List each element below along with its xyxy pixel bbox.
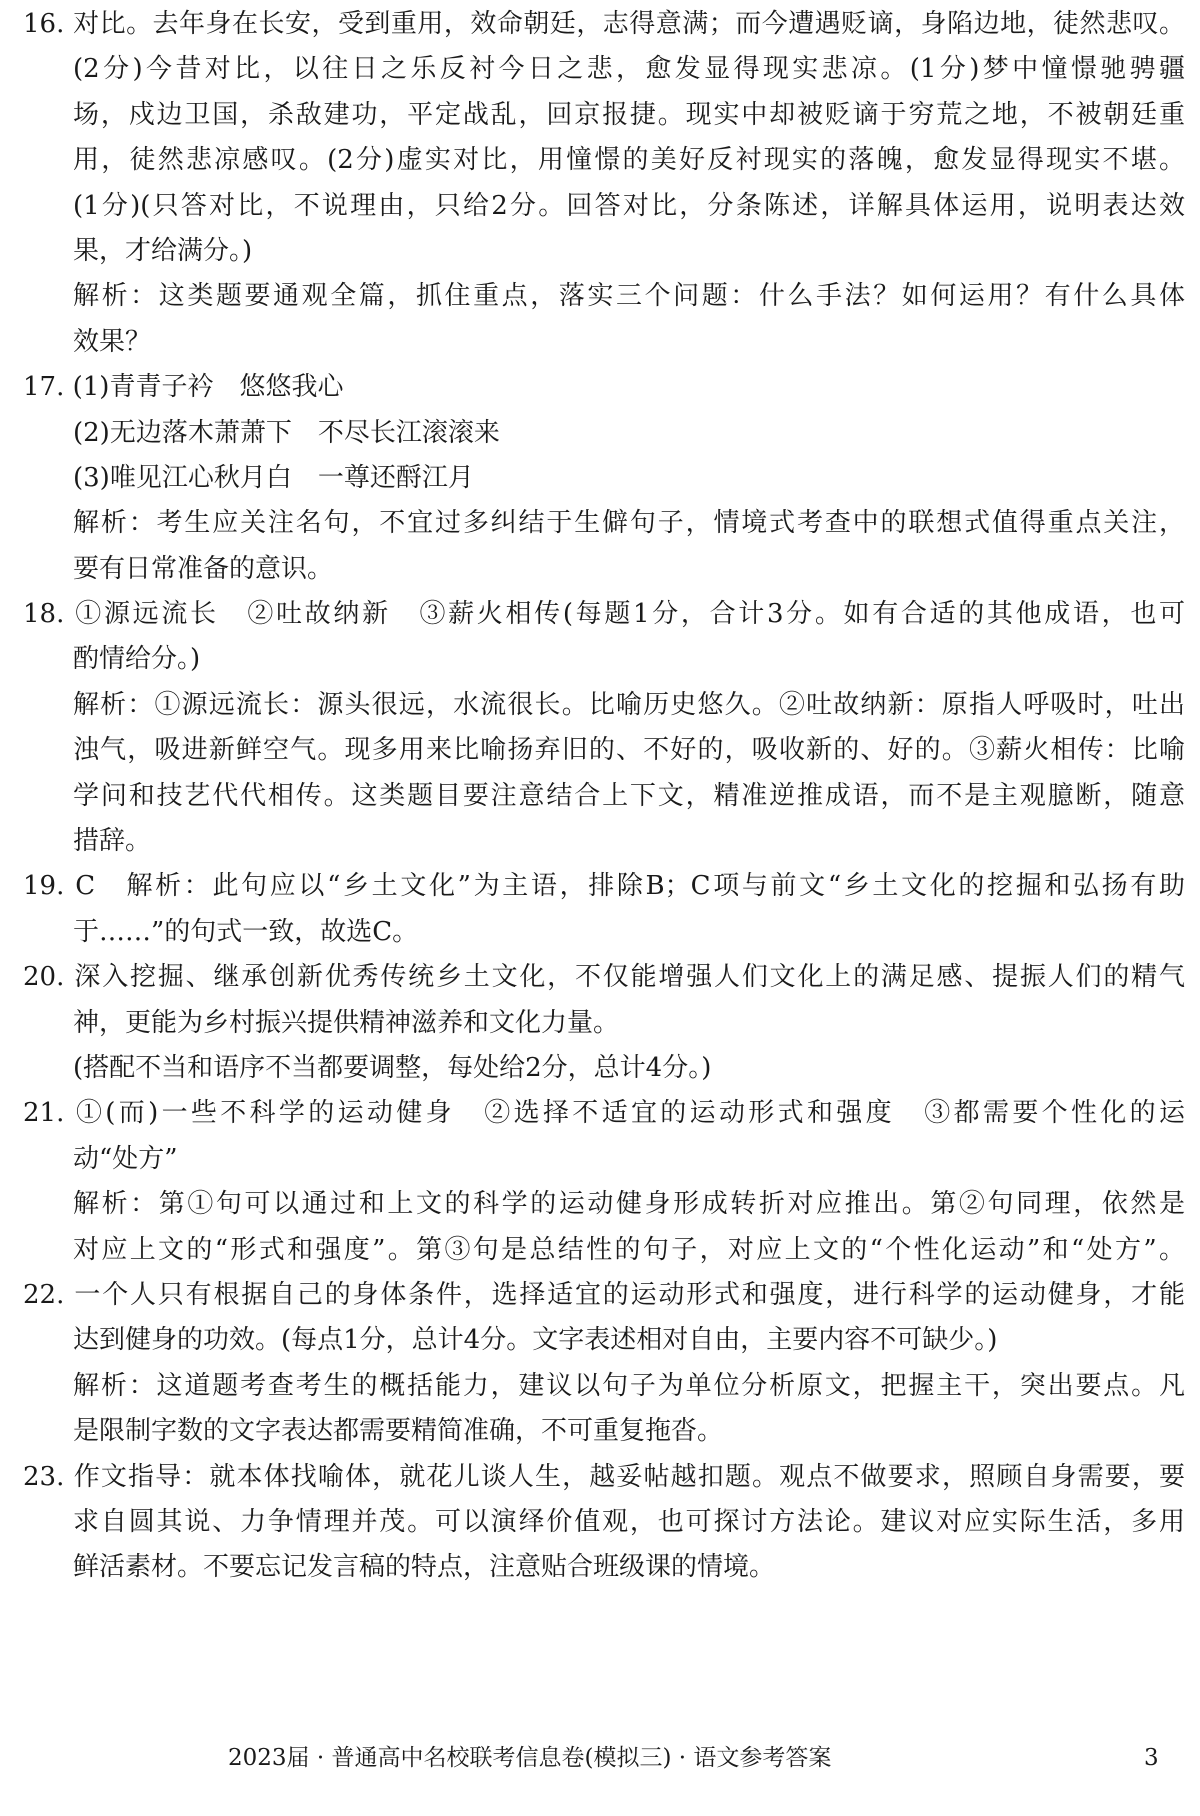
- text-line: (2)无边落木萧萧下 不尽长江滚滚来: [73, 417, 500, 448]
- text-line: 21. ①(而)一些不科学的运动健身 ②选择不适宜的运动形式和强度 ③都需要个性化的运: [23, 1098, 1185, 1129]
- text-line: (1分)(只答对比，不说理由，只给2分。回答对比，分条陈述，详解具体运用，说明表达效: [73, 190, 1185, 221]
- text-line: 达到健身的功效。(每点1分，总计4分。文字表述相对自由，主要内容不可缺少。): [73, 1325, 998, 1356]
- text-line: 酌情给分。): [73, 644, 201, 675]
- text-line: 鲜活素材。不要忘记发言稿的特点，注意贴合班级课的情境。: [73, 1552, 776, 1583]
- text-line: 动“处方”: [73, 1143, 178, 1174]
- text-line: 20. 深入挖掘、继承创新优秀传统乡土文化，不仅能增强人们文化上的满足感、提振人们的精气: [23, 962, 1185, 993]
- analysis-line: 学问和技艺代代相传。这类题目要注意结合上下文，精准逆推成语，而不是主观臆断，随意: [73, 780, 1185, 811]
- text-line: 求自圆其说、力争情理并茂。可以演绎价值观，也可探讨方法论。建议对应实际生活，多用: [73, 1506, 1185, 1537]
- analysis-line: 解析：第①句可以通过和上文的科学的运动健身形成转折对应推出。第②句同理，依然是: [73, 1189, 1185, 1220]
- text-line: 用，徒然悲凉感叹。(2分)虚实对比，用憧憬的美好反衬现实的落魄，愈发显得现实不堪。: [73, 145, 1185, 176]
- page-number: 3: [1144, 1745, 1159, 1771]
- analysis-line: 措辞。: [73, 826, 152, 857]
- footer-title: 2023届 · 普通高中名校联考信息卷(模拟三) · 语文参考答案: [228, 1745, 832, 1771]
- text-line: (2分)今昔对比，以往日之乐反衬今日之悲，愈发显得现实悲凉。(1分)梦中憧憬驰骋疆: [73, 54, 1185, 85]
- analysis-line: 浊气，吸进新鲜空气。现多用来比喻扬弃旧的、不好的，吸收新的、好的。③薪火相传：比喻: [73, 735, 1185, 766]
- answer-23: [23, 1455, 1185, 1591]
- analysis-line: 对应上文的“形式和强度”。第③句是总结性的句子，对应上文的“个性化运动”和“处方”。: [73, 1234, 1185, 1265]
- answer-16: [23, 2, 1185, 365]
- text-line: 17. (1)青青子衿 悠悠我心: [23, 372, 344, 403]
- text-line: 18. ①源远流长 ②吐故纳新 ③薪火相传(每题1分，合计3分。如有合适的其他成语，也可: [23, 599, 1185, 630]
- text-line: 场，戍边卫国，杀敌建功，平定战乱，回京报捷。现实中却被贬谪于穷荒之地，不被朝廷重: [73, 99, 1185, 130]
- text-line: (搭配不当和语序不当都要调整，每处给2分，总计4分。): [73, 1052, 712, 1083]
- text-line: (3)唯见江心秋月白 一尊还酹江月: [73, 462, 474, 493]
- answer-20: [23, 955, 1185, 1091]
- text-line: 果，才给满分。): [73, 235, 253, 266]
- answer-17: [23, 365, 1185, 592]
- text-line: 神，更能为乡村振兴提供精神滋养和文化力量。: [73, 1007, 620, 1038]
- answer-21: [23, 1091, 1185, 1273]
- answer-19: [23, 864, 1185, 955]
- text-line: 16. 对比。去年身在长安，受到重用，效命朝廷，志得意满；而今遭遇贬谪，身陷边地，徒然悲叹。: [23, 9, 1185, 39]
- page-footer: [0, 1738, 1200, 1778]
- analysis-line: 解析：考生应关注名句，不宜过多纠结于生僻句子，情境式考查中的联想式值得重点关注，: [73, 508, 1185, 539]
- text-line: 22. 一个人只有根据自己的身体条件，选择适宜的运动形式和强度，进行科学的运动健身，才能: [23, 1279, 1185, 1310]
- analysis-line: 是限制字数的文字表达都需要精简准确，不可重复拖沓。: [73, 1416, 724, 1447]
- analysis-line: 解析：①源远流长：源头很远，水流很长。比喻历史悠久。②吐故纳新：原指人呼吸时，吐出: [73, 689, 1185, 720]
- text-line: 23. 作文指导：就本体找喻体，就花儿谈人生，越妥帖越扣题。观点不做要求，照顾自身需要，要: [23, 1461, 1185, 1492]
- answer-page: [23, 2, 1185, 1591]
- analysis-line: 效果？: [73, 326, 152, 357]
- analysis-line: 解析：这类题要通观全篇，抓住重点，落实三个问题：什么手法？如何运用？有什么具体: [73, 281, 1185, 312]
- text-line: 19. C 解析：此句应以“乡土文化”为主语，排除B；C项与前文“乡土文化的挖掘和弘扬有助: [23, 871, 1185, 902]
- answer-18: [23, 592, 1185, 864]
- analysis-line: 要有日常准备的意识。: [73, 553, 334, 584]
- answer-22: [23, 1273, 1185, 1455]
- text-line: 于……”的句式一致，故选C。: [73, 916, 419, 947]
- analysis-line: 解析：这道题考查考生的概括能力，建议以句子为单位分析原文，把握主干，突出要点。凡: [73, 1370, 1185, 1401]
